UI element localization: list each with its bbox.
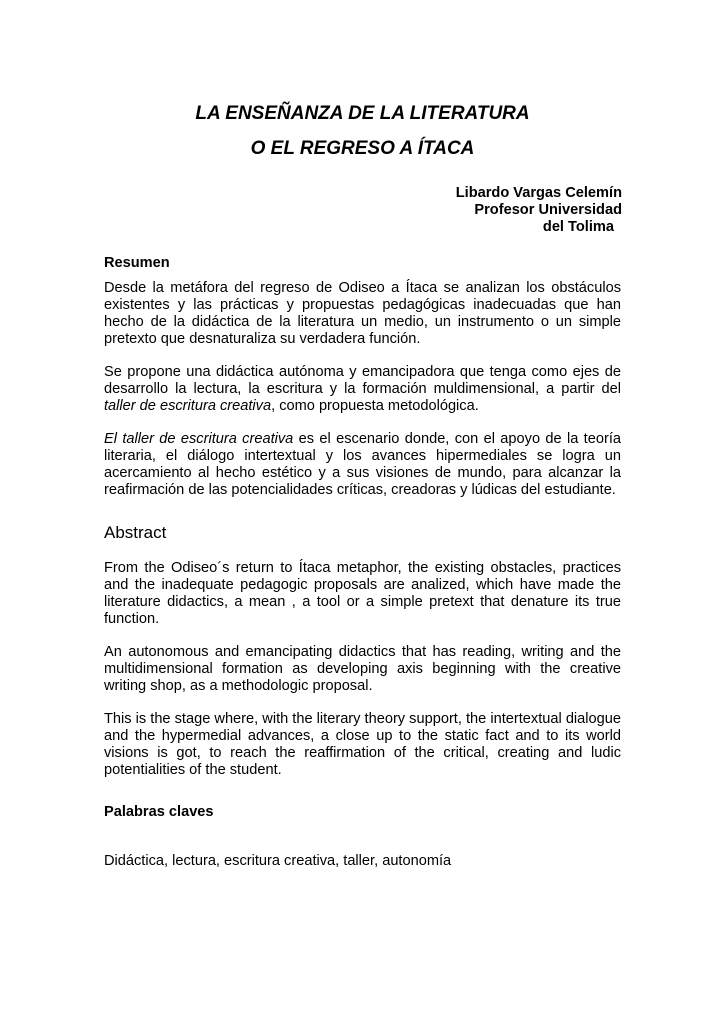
author-position: Profesor Universidad xyxy=(474,202,622,218)
author-name: Libardo Vargas Celemín xyxy=(455,185,622,201)
resumen-paragraph-2 xyxy=(104,364,621,415)
author-block xyxy=(456,185,622,236)
resumen-p2-emphasis: taller de escritura creativa xyxy=(104,398,272,414)
resumen-paragraph-1: Desde la metáfora del regreso de Odiseo a Ítaca se analizan los obstáculos existentes y las prácticas y propuestas pedagógicas inadecuadas que han hecho de la didáctica de la literatura un medio, un instrumento o un simple pretexto que desnaturaliza su verdadera función. xyxy=(104,280,621,347)
title-line-2: O EL REGRESO A ÍTACA xyxy=(250,138,475,159)
keywords-text: Didáctica, lectura, escritura creativa, taller, autonomía xyxy=(104,853,452,869)
abstract-paragraph-1: From the Odiseo´s return to Ítaca metaphor, the existing obstacles, practices and the inadequate pedagogic proposals are analized, which have made the literature didactics, a mean , a tool or a simple pretext that denature its true function. xyxy=(104,560,621,627)
resumen-p2-end: , como propuesta metodológica. xyxy=(271,398,479,414)
author-institution: del Tolima xyxy=(542,219,614,235)
abstract-heading: Abstract xyxy=(104,523,167,542)
resumen-p2-text: Se propone una didáctica autónoma y emancipadora que tenga como ejes de desarrollo la lectura, la escritura y la formación muldimensional, a partir del xyxy=(104,364,621,397)
abstract-paragraph-2: An autonomous and emancipating didactics that has reading, writing and the multidimensional formation as developing axis beginning with the creative writing shop, as a methodologic proposal. xyxy=(104,644,621,694)
resumen-heading: Resumen xyxy=(104,255,170,271)
resumen-p3-text: es el escenario donde, con el apoyo de la teoría literaria, el diálogo intertextual y los avances hipermediales se logra un acercamiento al hecho estético y a sus visiones de mundo, para alcanzar la reafirmación de las potencialidades críticas, creadoras y lúdicas del estudiante. xyxy=(104,431,622,498)
title-line-1: LA ENSEÑANZA DE LA LITERATURA xyxy=(195,103,530,124)
abstract-paragraph-3: This is the stage where, with the literary theory support, the intertextual dialogue and the hypermedial advances, a close up to the static fact and to its world visions is got, to reach the reaffirmation of the critical, creating and ludic potentialities of the student. xyxy=(104,711,621,778)
resumen-paragraph-3 xyxy=(104,431,621,499)
keywords-heading: Palabras claves xyxy=(104,804,214,820)
resumen-p3-emphasis: El taller de escritura creativa xyxy=(104,431,294,447)
